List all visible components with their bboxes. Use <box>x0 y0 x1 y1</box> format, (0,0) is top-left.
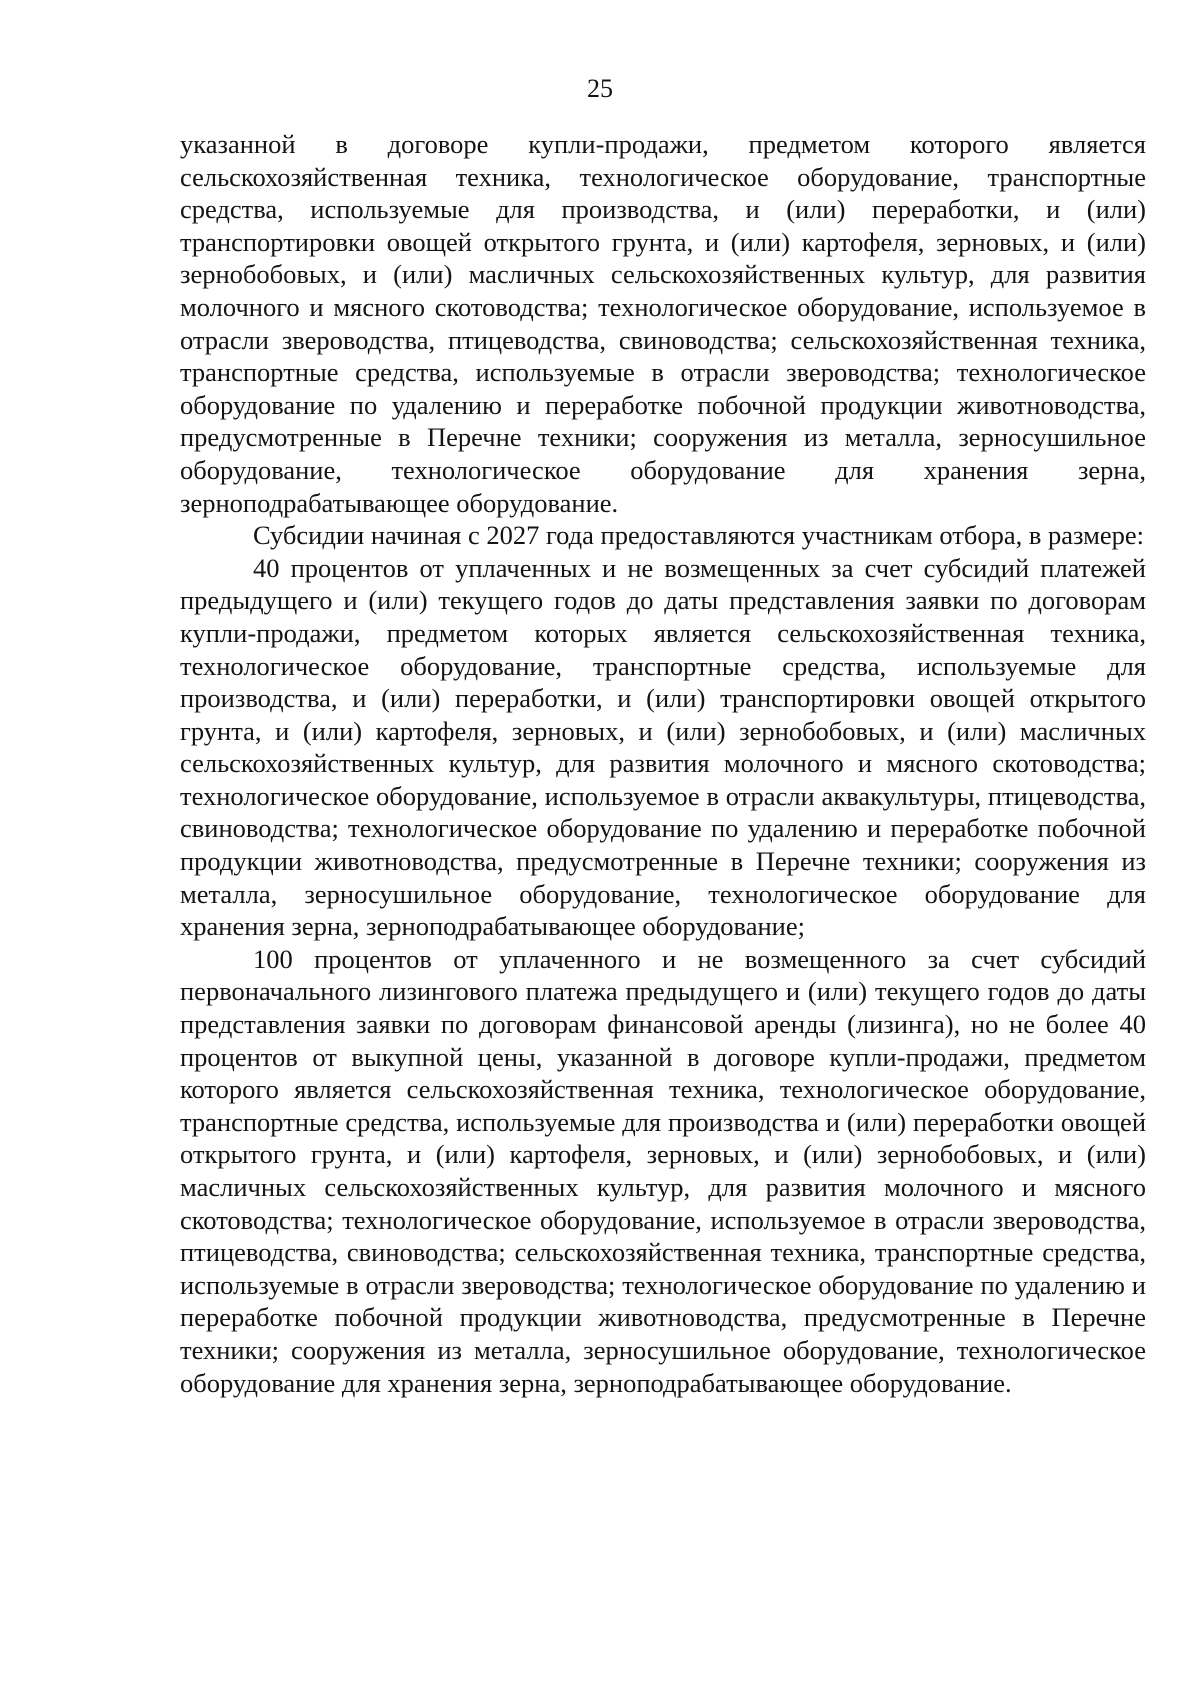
paragraph-subsidies-from-2027: Субсидии начиная с 2027 года предоставляются участникам отбора, в размере: <box>253 520 1145 551</box>
paragraph-continuation: указанной в договоре купли-продажи, предметом которого является сельскохозяйственная техника, технологическое оборудование, транспортные средства, используемые для производства, и (или) переработки, и (или) транспортировки овощей открытого грунта, и (или) картофеля, зерновых, и (или) зернобобовых, и (или) масличных сельскохозяйственных культур, для развития молочного и мясного скотоводства; технологическое оборудование, используемое в отрасли звероводства, птицеводства, свиноводства; сельскохозяйственная техника, транспортные средства, используемые в отрасли звероводства; технологическое оборудование по удалению и переработке побочной продукции животноводства, предусмотренные в Перечне техники; сооружения из металла, зерносушильное оборудование, технологическое оборудование для хранения зерна, зерноподрабатывающее оборудование. <box>180 129 1146 518</box>
document-body <box>180 128 1146 1399</box>
paragraph-100-percent: 100 процентов от уплаченного и не возмещенного за счет субсидий первоначального лизингового платежа предыдущего и (или) текущего годов до даты представления заявки по договорам финансовой аренды (лизинга), но не более 40 процентов от выкупной цены, указанной в договоре купли-продажи, предметом которого является сельскохозяйственная техника, технологическое оборудование, транспортные средства, используемые для производства и (или) переработки овощей открытого грунта, и (или) картофеля, зерновых, и (или) зернобобовых, и (или) масличных сельскохозяйственных культур, для развития молочного и мясного скотоводства; технологическое оборудование, используемое в отрасли звероводства, птицеводства, свиноводства; сельскохозяйственная техника, транспортные средства, используемые в отрасли звероводства; технологическое оборудование по удалению и переработке побочной продукции животноводства, предусмотренные в Перечне техники; сооружения из металла, зерносушильное оборудование, технологическое оборудование для хранения зерна, зерноподрабатывающее оборудование. <box>180 943 1146 1398</box>
paragraph-40-percent: 40 процентов от уплаченных и не возмещенных за счет субсидий платежей предыдущего и (или) текущего годов до даты представления заявки по договорам купли-продажи, предметом которых является сельскохозяйственная техника, технологическое оборудование, транспортные средства, используемые для производства, и (или) переработки, и (или) транспортировки овощей открытого грунта, и (или) картофеля, зерновых, и (или) зернобобовых, и (или) масличных сельскохозяйственных культур, для развития молочного и мясного скотоводства; технологическое оборудование, используемое в отрасли аквакультуры, птицеводства, свиноводства; технологическое оборудование по удалению и переработке побочной продукции животноводства, предусмотренные в Перечне техники; сооружения из металла, зерносушильное оборудование, технологическое оборудование для хранения зерна, зерноподрабатывающее оборудование; <box>180 552 1146 942</box>
page-number: 25 <box>587 74 613 103</box>
